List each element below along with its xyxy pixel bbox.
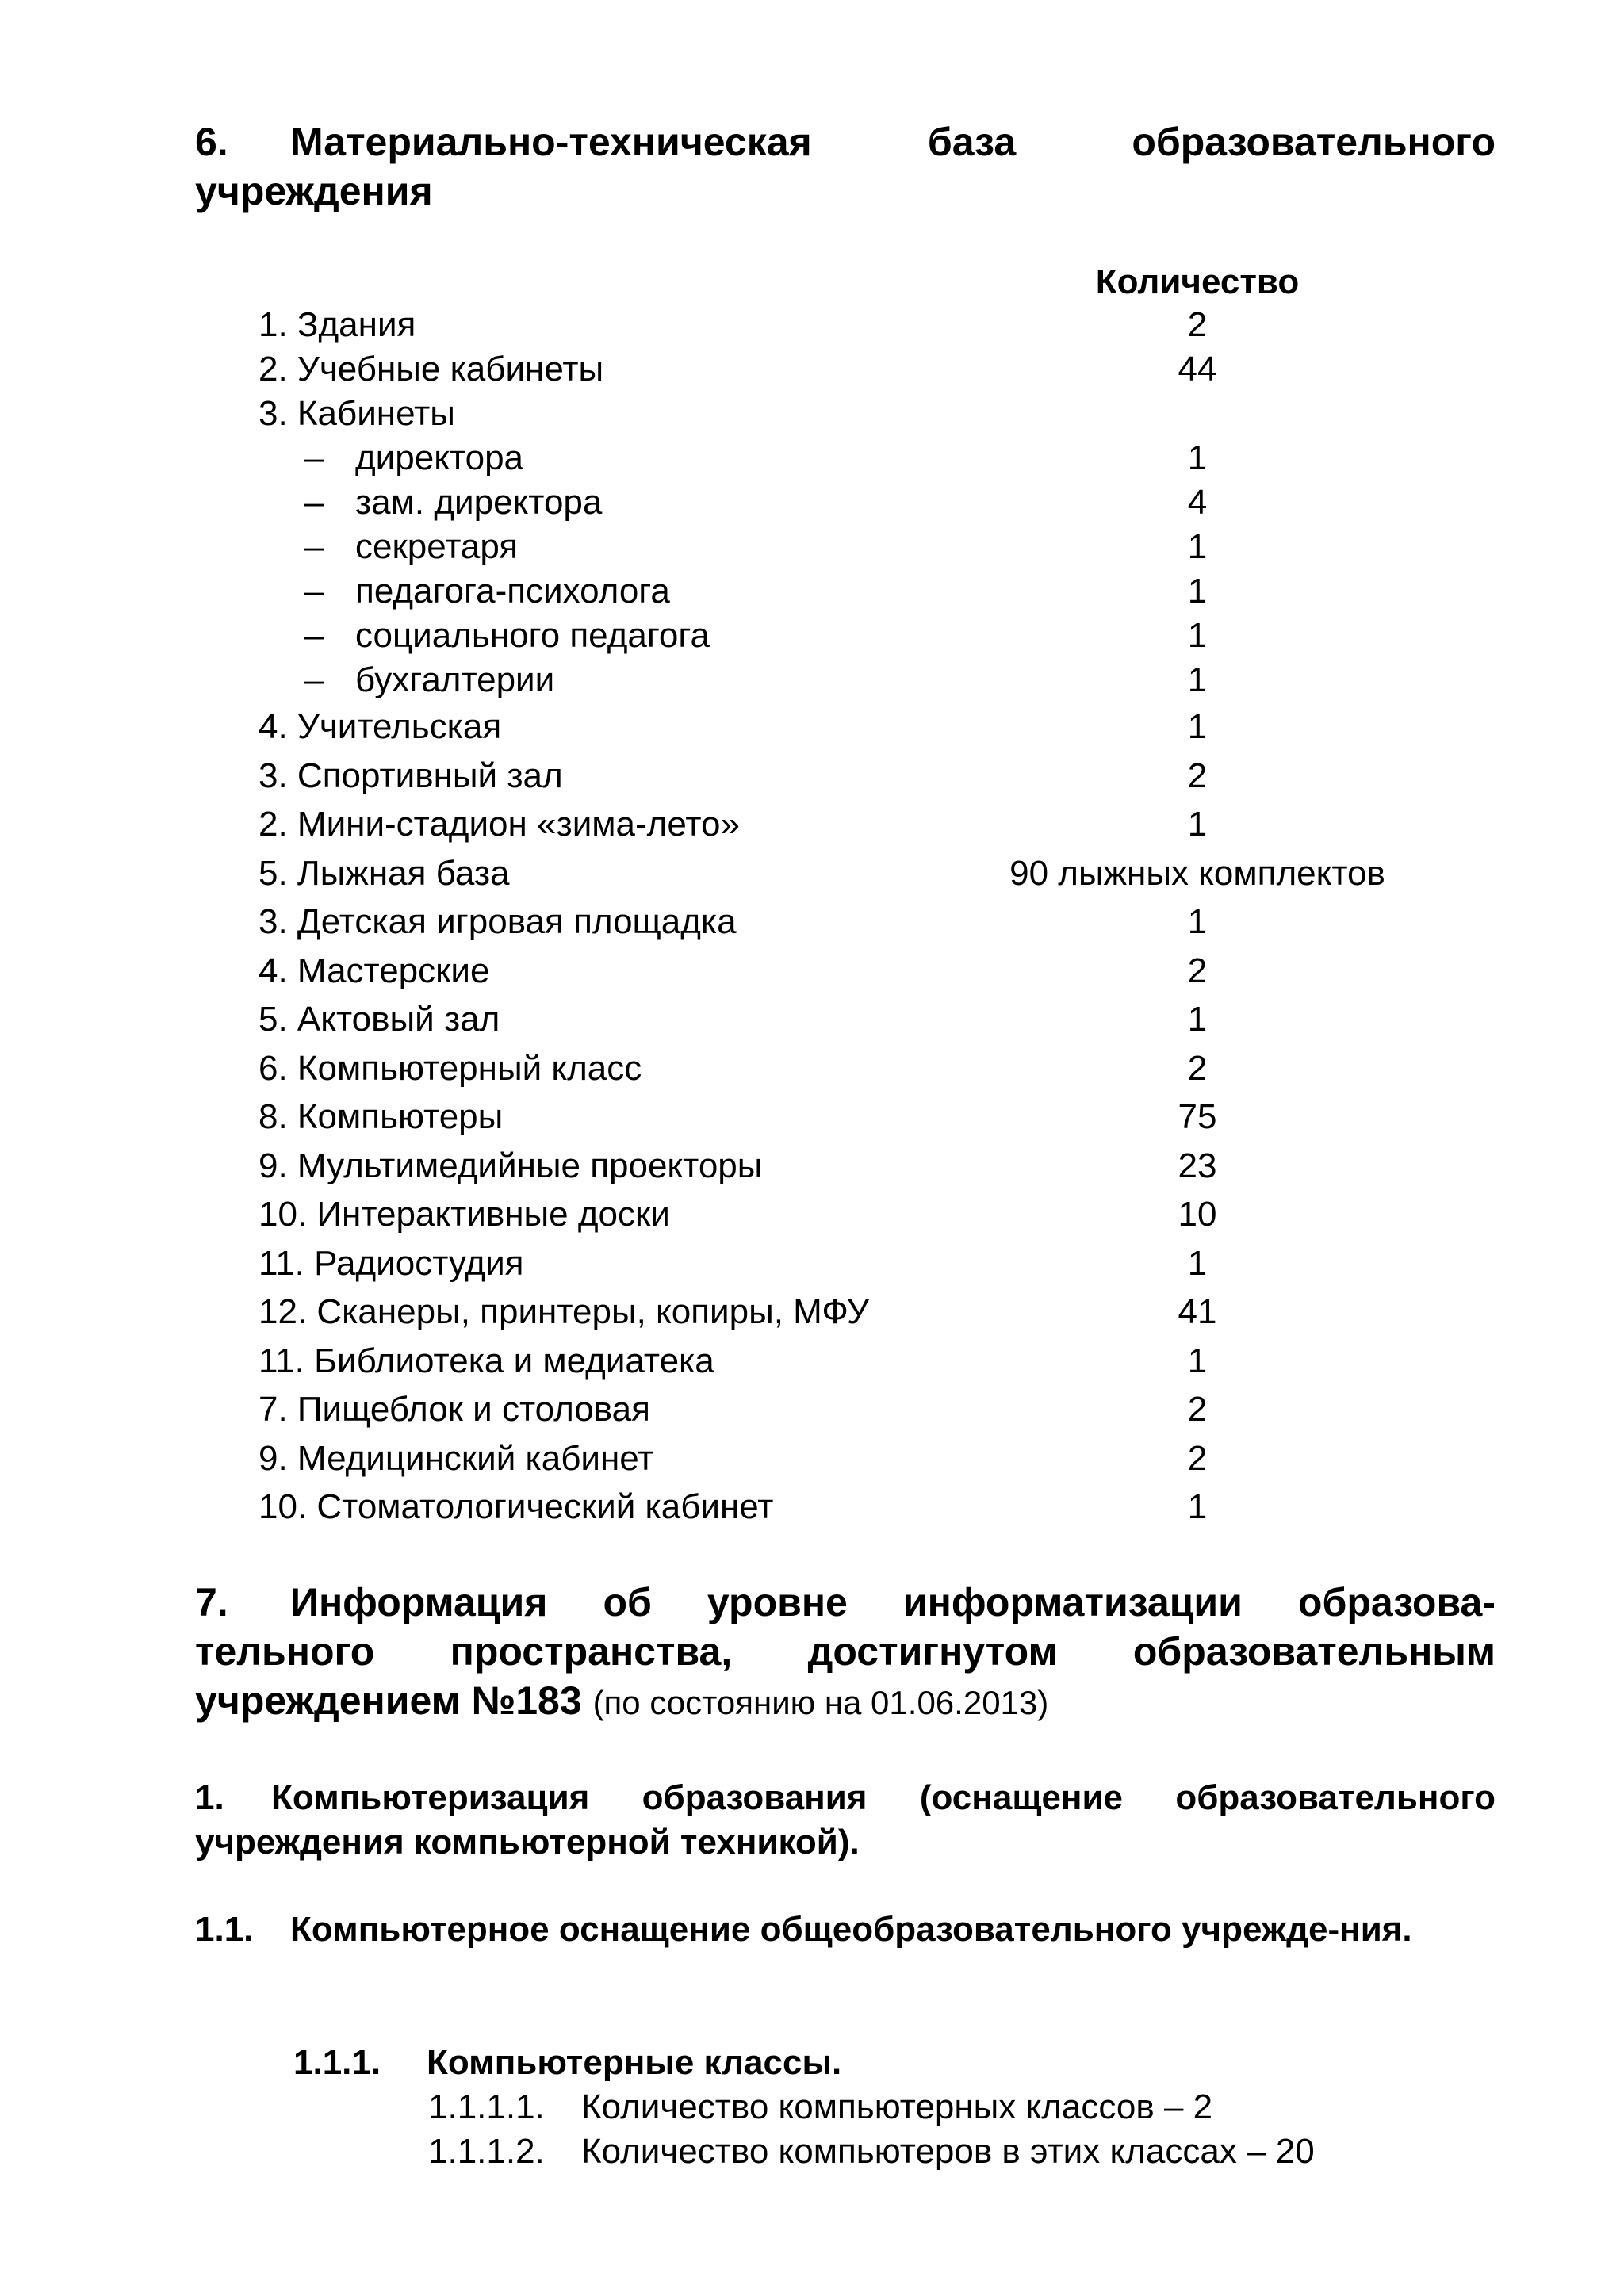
row-value: 10 — [1178, 1195, 1217, 1234]
row-value: 1 — [1187, 1000, 1208, 1039]
row-label: 2. Учебные кабинеты — [259, 350, 604, 388]
row-value: 90 лыжных комплектов — [1009, 853, 1385, 893]
row-value: 1 — [1187, 1341, 1208, 1380]
table-row — [0, 436, 1624, 480]
list-item-text: Количество компьютерных классов – 2 — [581, 2087, 1213, 2126]
table-row — [0, 849, 1624, 898]
row-label: 4. Мастерские — [259, 951, 490, 990]
row-value: 2 — [1187, 305, 1208, 344]
section-6-heading — [195, 117, 1496, 216]
row-label: 5. Актовый зал — [259, 1000, 500, 1039]
table-row — [0, 569, 1624, 614]
row-value: 1 — [1187, 902, 1208, 941]
row-label: 3. Спортивный зал — [259, 756, 563, 795]
dash-bullet-icon: – — [304, 527, 324, 566]
row-label: 6. Компьютерный класс — [259, 1048, 642, 1088]
row-label: 7. Пищеблок и столовая — [259, 1390, 650, 1429]
subsection-1-1-1-heading — [293, 2041, 841, 2085]
table-row — [0, 800, 1624, 849]
row-label: секретаря — [355, 527, 519, 566]
row-label: 9. Мультимедийные проекторы — [259, 1146, 763, 1185]
table-row — [0, 1434, 1624, 1483]
row-label: 1. Здания — [259, 305, 416, 344]
dash-bullet-icon: – — [304, 660, 324, 699]
list-item-number: 1.1.1.1. — [428, 2087, 545, 2126]
dash-bullet-icon: – — [304, 572, 324, 610]
table-row — [0, 947, 1624, 996]
row-value: 1 — [1187, 707, 1208, 746]
subsection-1-heading — [195, 1776, 1496, 1865]
row-value: 2 — [1187, 756, 1208, 795]
list-item-number: 1.1.1.2. — [428, 2132, 545, 2171]
row-value: 1 — [1187, 1487, 1208, 1526]
row-value: 4 — [1187, 483, 1208, 522]
row-label: 10. Стоматологический кабинет — [259, 1487, 774, 1526]
table-row — [0, 1093, 1624, 1142]
equipment-table — [0, 303, 1624, 1532]
row-value: 2 — [1187, 1048, 1208, 1088]
table-row — [0, 1337, 1624, 1386]
row-label: бухгалтерии — [355, 660, 555, 699]
section-7-number: 7. — [195, 1580, 228, 1624]
subsection-1-1-number: 1.1. — [195, 1910, 254, 1949]
subsection-1-1-1-title: Компьютерные классы. — [427, 2043, 842, 2082]
row-value: 1 — [1187, 572, 1208, 610]
table-row — [0, 1142, 1624, 1191]
row-value: 2 — [1187, 1438, 1208, 1478]
section-6-number: 6. — [195, 120, 228, 164]
table-row — [0, 1044, 1624, 1093]
row-label: 8. Компьютеры — [259, 1097, 504, 1136]
row-value: 2 — [1187, 1390, 1208, 1429]
table-row — [0, 347, 1624, 392]
table-row — [0, 995, 1624, 1044]
row-label: 3. Детская игровая площадка — [259, 902, 737, 941]
row-value: 1 — [1187, 660, 1208, 699]
subsection-1-1-1-number: 1.1.1. — [293, 2043, 381, 2082]
row-label: 9. Медицинский кабинет — [259, 1438, 654, 1478]
subsection-1-title: Компьютеризация образования (оснащение образовательного учреждения компьютерной техникой). — [195, 1778, 1496, 1862]
row-value: 2 — [1187, 951, 1208, 990]
row-value: 1 — [1187, 616, 1208, 655]
row-label: 12. Сканеры, принтеры, копиры, МФУ — [259, 1292, 869, 1331]
dash-bullet-icon: – — [304, 616, 324, 655]
row-value: 1 — [1187, 527, 1208, 566]
section-7-note: (по состоянию на 01.06.2013) — [592, 1684, 1049, 1721]
row-label: 11. Радиостудия — [259, 1243, 524, 1283]
row-value: 1 — [1187, 438, 1208, 477]
list-item — [428, 2085, 1315, 2130]
row-value: 23 — [1178, 1146, 1217, 1185]
table-row — [0, 525, 1624, 569]
row-label: 4. Учительская — [259, 707, 502, 746]
subsection-1-1-heading — [195, 1908, 1496, 1952]
subsection-1-1-1-list — [428, 2085, 1315, 2174]
table-row — [0, 702, 1624, 752]
row-label: директора — [355, 438, 524, 477]
row-value: 1 — [1187, 1243, 1208, 1283]
table-row — [0, 1483, 1624, 1532]
row-label: 3. Кабинеты — [259, 394, 455, 433]
row-label: 5. Лыжная база — [259, 853, 510, 893]
row-value: 75 — [1178, 1097, 1217, 1136]
quantity-column-header: Количество — [1095, 262, 1300, 301]
section-7-title: Информация об уровне информатизации образова-тельного пространства, достигнутом образовательным учреждением №183 — [195, 1580, 1496, 1723]
table-row — [0, 752, 1624, 801]
list-item-text: Количество компьютеров в этих классах – 20 — [581, 2132, 1315, 2171]
row-label: социального педагога — [355, 616, 710, 655]
table-row — [0, 303, 1624, 347]
dash-bullet-icon: – — [304, 438, 324, 477]
table-row — [0, 480, 1624, 525]
table-row — [0, 614, 1624, 658]
row-label: педагога-психолога — [355, 572, 670, 610]
table-row — [0, 1239, 1624, 1288]
table-row — [0, 1385, 1624, 1434]
row-label: зам. директора — [355, 483, 603, 522]
dash-bullet-icon: – — [304, 483, 324, 522]
table-row — [0, 658, 1624, 702]
row-label: 10. Интерактивные доски — [259, 1195, 670, 1234]
row-value: 44 — [1178, 350, 1217, 388]
row-label: 11. Библиотека и медиатека — [259, 1341, 714, 1380]
row-value: 1 — [1187, 805, 1208, 844]
subsection-1-number: 1. — [195, 1778, 224, 1817]
table-row — [0, 392, 1624, 436]
subsection-1-1-title: Компьютерное оснащение общеобразовательного учрежде-ния. — [290, 1910, 1412, 1949]
table-row — [0, 1288, 1624, 1337]
section-7-heading — [195, 1578, 1496, 1728]
list-item — [428, 2130, 1315, 2174]
table-row — [0, 897, 1624, 947]
row-value: 41 — [1178, 1292, 1217, 1331]
section-6-title: Материально-техническая база образовательного учреждения — [195, 120, 1496, 213]
row-label: 2. Мини-стадион «зима-лето» — [259, 805, 740, 844]
table-row — [0, 1190, 1624, 1239]
